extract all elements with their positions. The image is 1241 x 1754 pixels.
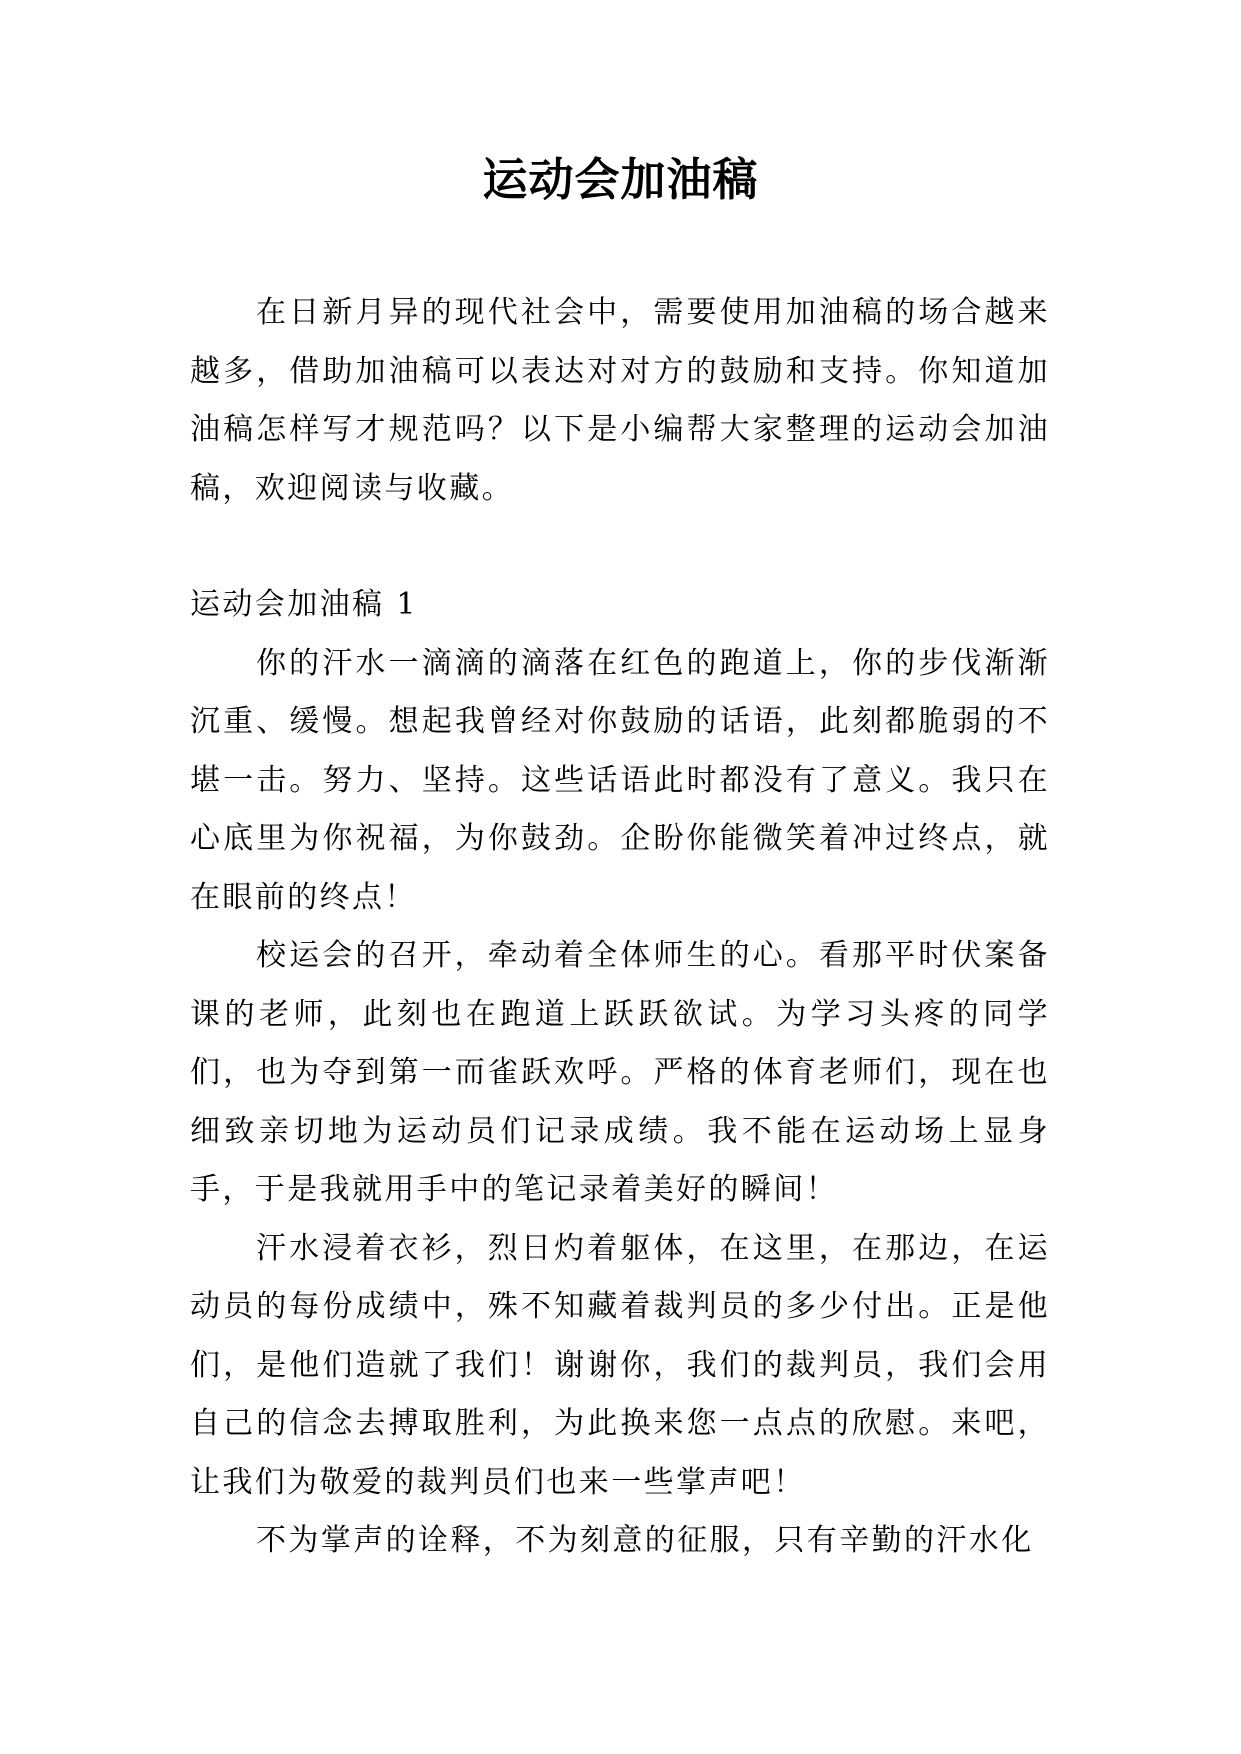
article-section xyxy=(190,576,1050,1571)
intro-section xyxy=(190,284,1050,518)
section-heading: 运动会加油稿 1 xyxy=(190,587,418,622)
intro-paragraph: 在日新月异的现代社会中，需要使用加油稿的场合越来越多，借助加油稿可以表达对对方的鼓励和支持。你知道加油稿怎样写才规范吗？以下是小编帮大家整理的运动会加油稿，欢迎阅读与收藏。 xyxy=(190,295,1050,506)
document-title: 运动会加油稿 xyxy=(482,153,759,206)
body-paragraph-2: 校运会的召开，牵动着全体师生的心。看那平时伏案备课的老师，此刻也在跑道上跃跃欲试。为学习头疼的同学们，也为夺到第一而雀跃欢呼。严格的体育老师们，现在也细致亲切地为运动员们记录成绩。我不能在运动场上显身手，于是我就用手中的笔记录着美好的瞬间！ xyxy=(190,938,1050,1207)
body-paragraph-3: 汗水浸着衣衫，烈日灼着躯体，在这里，在那边，在运动员的每份成绩中，殊不知藏着裁判员的多少付出。正是他们，是他们造就了我们！谢谢你，我们的裁判员，我们会用自己的信念去搏取胜利，为此换来您一点点的欣慰。来吧，让我们为敬爱的裁判员们也来一些掌声吧！ xyxy=(190,1230,1050,1500)
body-paragraph-4: 不为掌声的诠释，不为刻意的征服，只有辛勤的汗水化 xyxy=(256,1523,1034,1558)
body-paragraph-1: 你的汗水一滴滴的滴落在红色的跑道上，你的步伐渐渐沉重、缓慢。想起我曾经对你鼓励的话语，此刻都脆弱的不堪一击。努力、坚持。这些话语此时都没有了意义。我只在心底里为你祝福，为你鼓劲。企盼你能微笑着冲过终点，就在眼前的终点！ xyxy=(190,645,1050,915)
